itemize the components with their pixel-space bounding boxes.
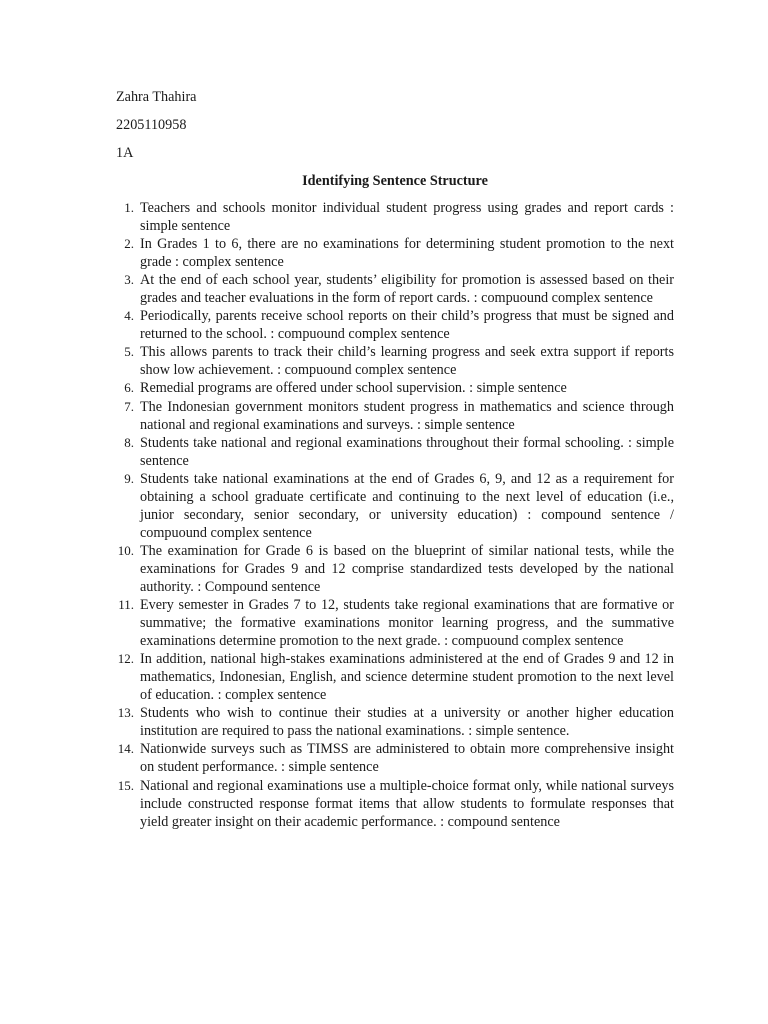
list-item-text: Periodically, parents receive school reports on their child’s progress that must be signed and returned to the school. : compuound complex sentence	[140, 308, 674, 343]
list-item	[108, 650, 674, 704]
list-item	[108, 379, 674, 397]
list-item-number: 7.	[124, 398, 134, 414]
list-item	[108, 343, 674, 379]
list-item-number: 8.	[124, 434, 134, 450]
list-item-text: This allows parents to track their child’s learning progress and seek extra support if reports show low achievement. : compuound complex sentence	[140, 344, 674, 379]
list-item-number: 3.	[124, 272, 134, 288]
list-item-number: 1.	[124, 200, 134, 215]
list-item-text: National and regional examinations use a multiple-choice format only, while national surveys include constructed response format items that allow students to formulate responses that yield greater insight on their academic performance. : compound sentence	[140, 777, 674, 830]
sentence-list	[108, 199, 674, 831]
list-item	[108, 740, 674, 776]
list-item	[108, 470, 674, 542]
list-item-text: Remedial programs are offered under school supervision. : simple sentence	[140, 380, 567, 397]
list-item-text: Students take national and regional examinations throughout their formal schooling. : simple sentence	[140, 434, 674, 469]
list-item-text: The examination for Grade 6 is based on the blueprint of similar national tests, while the examinations for Grades 9 and 12 comprise standardized tests developed by the national authority. : Compound sentence	[140, 542, 674, 595]
list-item-number: 6.	[124, 380, 134, 396]
list-item-number: 5.	[124, 344, 134, 360]
list-item	[108, 271, 674, 307]
list-item-number: 14.	[117, 741, 134, 757]
list-item-text: At the end of each school year, students’ eligibility for promotion is assessed based on their grades and teacher evaluations in the form of report cards. : compuound complex sentence	[140, 272, 674, 307]
list-item-text: Nationwide surveys such as TIMSS are administered to obtain more comprehensive insight on student performance. : simple sentence	[140, 741, 674, 776]
list-item	[108, 307, 674, 343]
list-item-text: Students who wish to continue their studies at a university or another higher education institution are required to pass the national examinations. : simple sentence.	[140, 705, 674, 740]
list-item-text: In addition, national high-stakes examinations administered at the end of Grades 9 and 12 in mathematics, Indonesian, English, and science determine student promotion to the next level of education. : complex sentence	[140, 651, 674, 704]
list-item-number: 13.	[117, 705, 134, 721]
list-item	[108, 235, 674, 271]
list-item-text: Every semester in Grades 7 to 12, students take regional examinations that are formative or summative; the formative examinations monitor learning progress, and the summative examinations determine promotion to the next grade. : compuound complex sentence	[140, 597, 674, 650]
list-item-number: 15.	[117, 777, 134, 793]
list-item-number: 2.	[124, 236, 134, 252]
list-item-number: 4.	[124, 308, 134, 324]
author-name: Zahra Thahira	[116, 89, 197, 105]
list-item	[108, 199, 674, 235]
list-item-text: In Grades 1 to 6, there are no examinations for determining student promotion to the next grade : complex sentence	[140, 236, 674, 271]
document-title: Identifying Sentence Structure	[302, 173, 488, 189]
list-item-number: 10.	[117, 542, 134, 558]
list-item-text: The Indonesian government monitors student progress in mathematics and science through national and regional examinations and surveys. : simple sentence	[140, 398, 674, 433]
list-item	[108, 596, 674, 650]
list-item	[108, 542, 674, 596]
list-item-text: Students take national examinations at the end of Grades 6, 9, and 12 as a requirement for obtaining a school graduate certificate and continuing to the next level of education (i.e., junior secondary, senior secondary, or university education) : compound sentence / compuound complex sentence	[140, 470, 674, 541]
list-item-text: Teachers and schools monitor individual student progress using grades and report cards : simple sentence	[140, 200, 674, 235]
class-label: 1A	[116, 145, 134, 161]
list-item-number: 9.	[124, 470, 134, 486]
student-id: 2205110958	[116, 117, 187, 133]
list-item	[108, 704, 674, 740]
list-item	[108, 434, 674, 470]
list-item	[108, 777, 674, 831]
list-item-number: 11.	[118, 597, 134, 613]
list-item-number: 12.	[117, 651, 134, 667]
list-item	[108, 398, 674, 434]
